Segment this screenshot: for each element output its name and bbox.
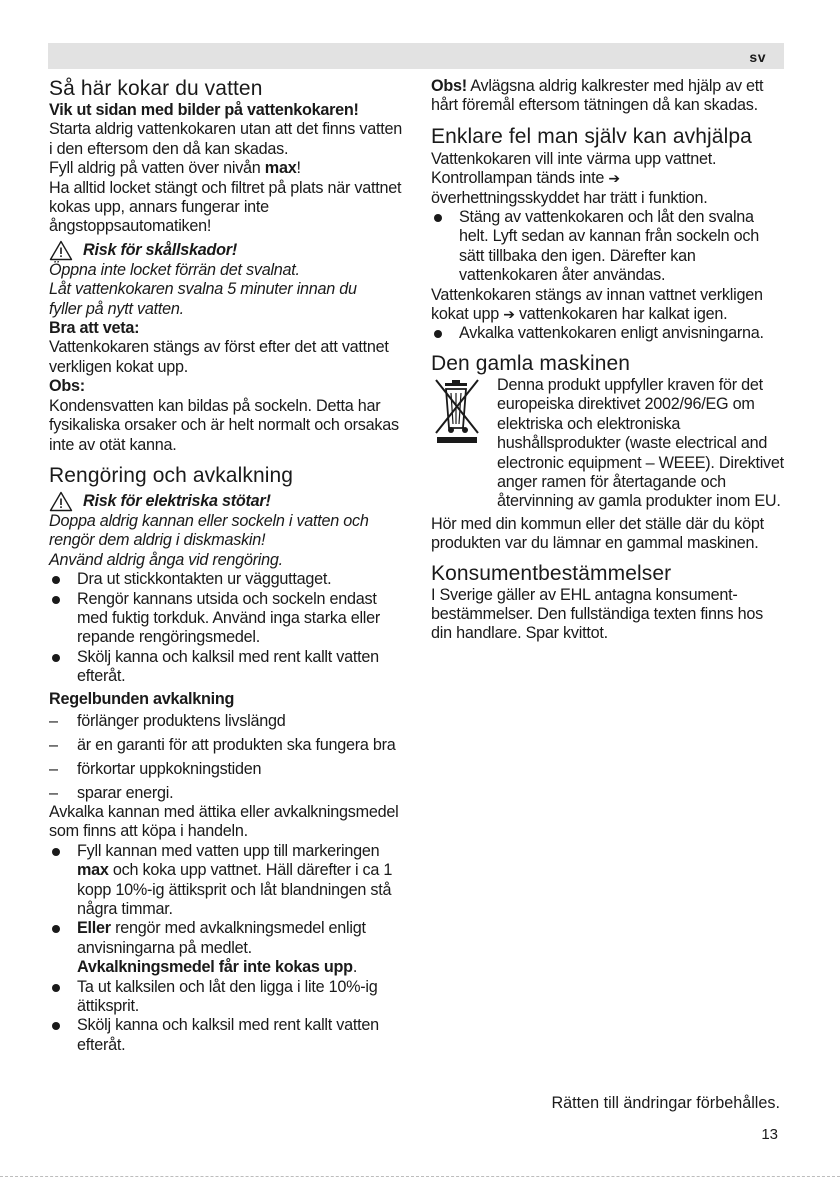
tip-text: Vattenkokaren stängs av först efter det att vattnet verkligen kokat upp. — [49, 338, 389, 376]
descaling-intro: Avkalka kannan med ättika eller avkalkningsmedel som finns att köpa i handeln. — [49, 802, 399, 841]
crossed-bin-icon — [431, 378, 487, 444]
paragraph-no-empty-start: Starta aldrig vattenkokaren utan att det finns vatten i den eftersom den då kan skadas. — [49, 120, 402, 158]
warning-shock-line2: Använd aldrig ånga vid rengöring. — [49, 550, 283, 569]
language-header-bar — [48, 43, 784, 69]
paragraph-lid-closed: Ha alltid locket stängt och filtret på plats när vattnet kokas upp, annars fungerar inte ångstoppsautomatiken! — [49, 178, 402, 236]
weee-block — [431, 376, 787, 512]
regular-descaling-title: Regelbunden avkalkning — [49, 689, 235, 708]
warning-triangle-icon — [49, 491, 73, 512]
right-column — [431, 77, 787, 644]
problem-no-heating: Vattenkokaren vill inte värma upp vattnet. — [431, 149, 717, 168]
weee-text: Denna produkt uppfyller kraven för det europeiska direktivet 2002/96/EG om elektriska och elektroniska hushållsprodukter (waste electrical and electronic equipment – WEEE). Direktivet anger ramen för återtagande och återvinning av gamla produkter inom EU. — [497, 375, 784, 511]
list-item: – förlänger produktens livslängd — [49, 711, 405, 731]
list-item: Rengör kannans utsida och sockeln endast med fuktig torkduk. Använd inga starka eller repande rengöringsmedel. — [49, 590, 405, 648]
warning-scald-line2: Låt vattenkokaren svalna 5 minuter innan du fyller på nytt vatten. — [49, 280, 357, 318]
note-descaling-warning: Obs! Avlägsna aldrig kalkrester med hjälp av ett hårt föremål eftersom tätningen då kan skadas. — [431, 77, 764, 115]
warning-scald-line1: Öppna inte locket förrän det svalnat. — [49, 260, 300, 279]
troubleshooting-list-2 — [431, 324, 787, 343]
list-item: – förkortar uppkokningstiden — [49, 759, 405, 779]
unfold-instruction: Vik ut sidan med bilder på vattenkokaren! — [49, 101, 359, 119]
problem-early-shutoff: Vattenkokaren stängs av innan vattnet verkligen kokat upp ➔ vattenkokaren har kalkat igen. — [431, 285, 763, 324]
list-item: Skölj kanna och kalksil med rent kallt vatten efteråt. — [49, 648, 405, 687]
warning-triangle-icon — [49, 240, 73, 261]
section-title-disposal: Den gamla maskinen — [431, 351, 631, 375]
list-item: Skölj kanna och kalksil med rent kallt vatten efteråt. — [49, 1016, 405, 1055]
list-item: Ta ut kalksilen och låt den ligga i lite 10%-ig ättiksprit. — [49, 978, 405, 1017]
language-code: sv — [749, 49, 766, 65]
descaling-steps-list — [49, 842, 405, 1055]
note-text: Kondensvatten kan bildas på sockeln. Detta har fysikaliska orsaker och är helt normalt och orsakas inte av otät kanna. — [49, 396, 399, 454]
list-item: Fyll kannan med vatten upp till markeringen max och koka upp vattnet. Häll därefter i ca 1 kopp 10%-ig ättiksprit och låt blandningen stå några timmar. — [49, 842, 405, 920]
section-title-troubleshooting: Enklare fel man själv kan avhjälpa — [431, 124, 752, 148]
list-item: Stäng av vattenkokaren och låt den svalna helt. Lyft sedan av kannan från sockeln och sätt tillbaka den igen. Därefter kan vattenkokaren åter användas. — [431, 208, 787, 286]
page-number: 13 — [761, 1126, 778, 1143]
list-item: Avkalka vattenkokaren enligt anvisningarna. — [431, 324, 787, 343]
paragraph-max-level: Fyll aldrig på vatten över nivån max! — [49, 159, 301, 178]
arrow-right-icon: ➔ — [608, 170, 620, 187]
arrow-right-icon: ➔ — [503, 306, 515, 323]
list-item: Eller rengör med avkalkningsmedel enligt anvisningarna på medlet. Avkalkningsmedel får inte kokas upp. — [49, 919, 405, 977]
warning-scald-title: Risk för skållskador! — [83, 240, 237, 259]
section-title-boiling: Så här kokar du vatten — [49, 77, 263, 100]
left-column — [49, 77, 405, 1055]
note-title: Obs: — [49, 377, 85, 396]
section-title-consumer: Konsumentbestämmelser — [431, 561, 672, 585]
cleaning-list — [49, 570, 405, 686]
page-bottom-divider — [0, 1176, 840, 1177]
section-title-cleaning: Rengöring och avkalkning — [49, 463, 294, 487]
consumer-text: I Sverige gäller av EHL antagna konsument-bestämmelser. Den fullständiga texten finns hos din handlare. Spar kvittot. — [431, 585, 763, 643]
warning-shock-line1: Doppa aldrig kannan eller sockeln i vatten och rengör dem aldrig i diskmaskin! — [49, 511, 369, 550]
warning-scald — [49, 240, 405, 261]
rights-reserved-note: Rätten till ändringar förbehålles. — [551, 1094, 780, 1112]
cause-overheat: Kontrollampan tänds inte ➔ överhettningsskyddet har trätt i funktion. — [431, 169, 708, 207]
warning-shock — [49, 491, 405, 512]
tip-title: Bra att veta: — [49, 319, 140, 338]
disposal-advice: Hör med din kommun eller det ställe där du köpt produkten var du lämnar en gammal maskinen. — [431, 514, 764, 553]
list-item: – är en garanti för att produkten ska fungera bra — [49, 735, 405, 755]
list-item: Dra ut stickkontakten ur vägguttaget. — [49, 570, 405, 589]
list-item: – sparar energi. — [49, 783, 405, 803]
descaling-benefits-list — [49, 711, 405, 803]
troubleshooting-list-1 — [431, 208, 787, 286]
warning-shock-title: Risk för elektriska stötar! — [83, 491, 271, 510]
